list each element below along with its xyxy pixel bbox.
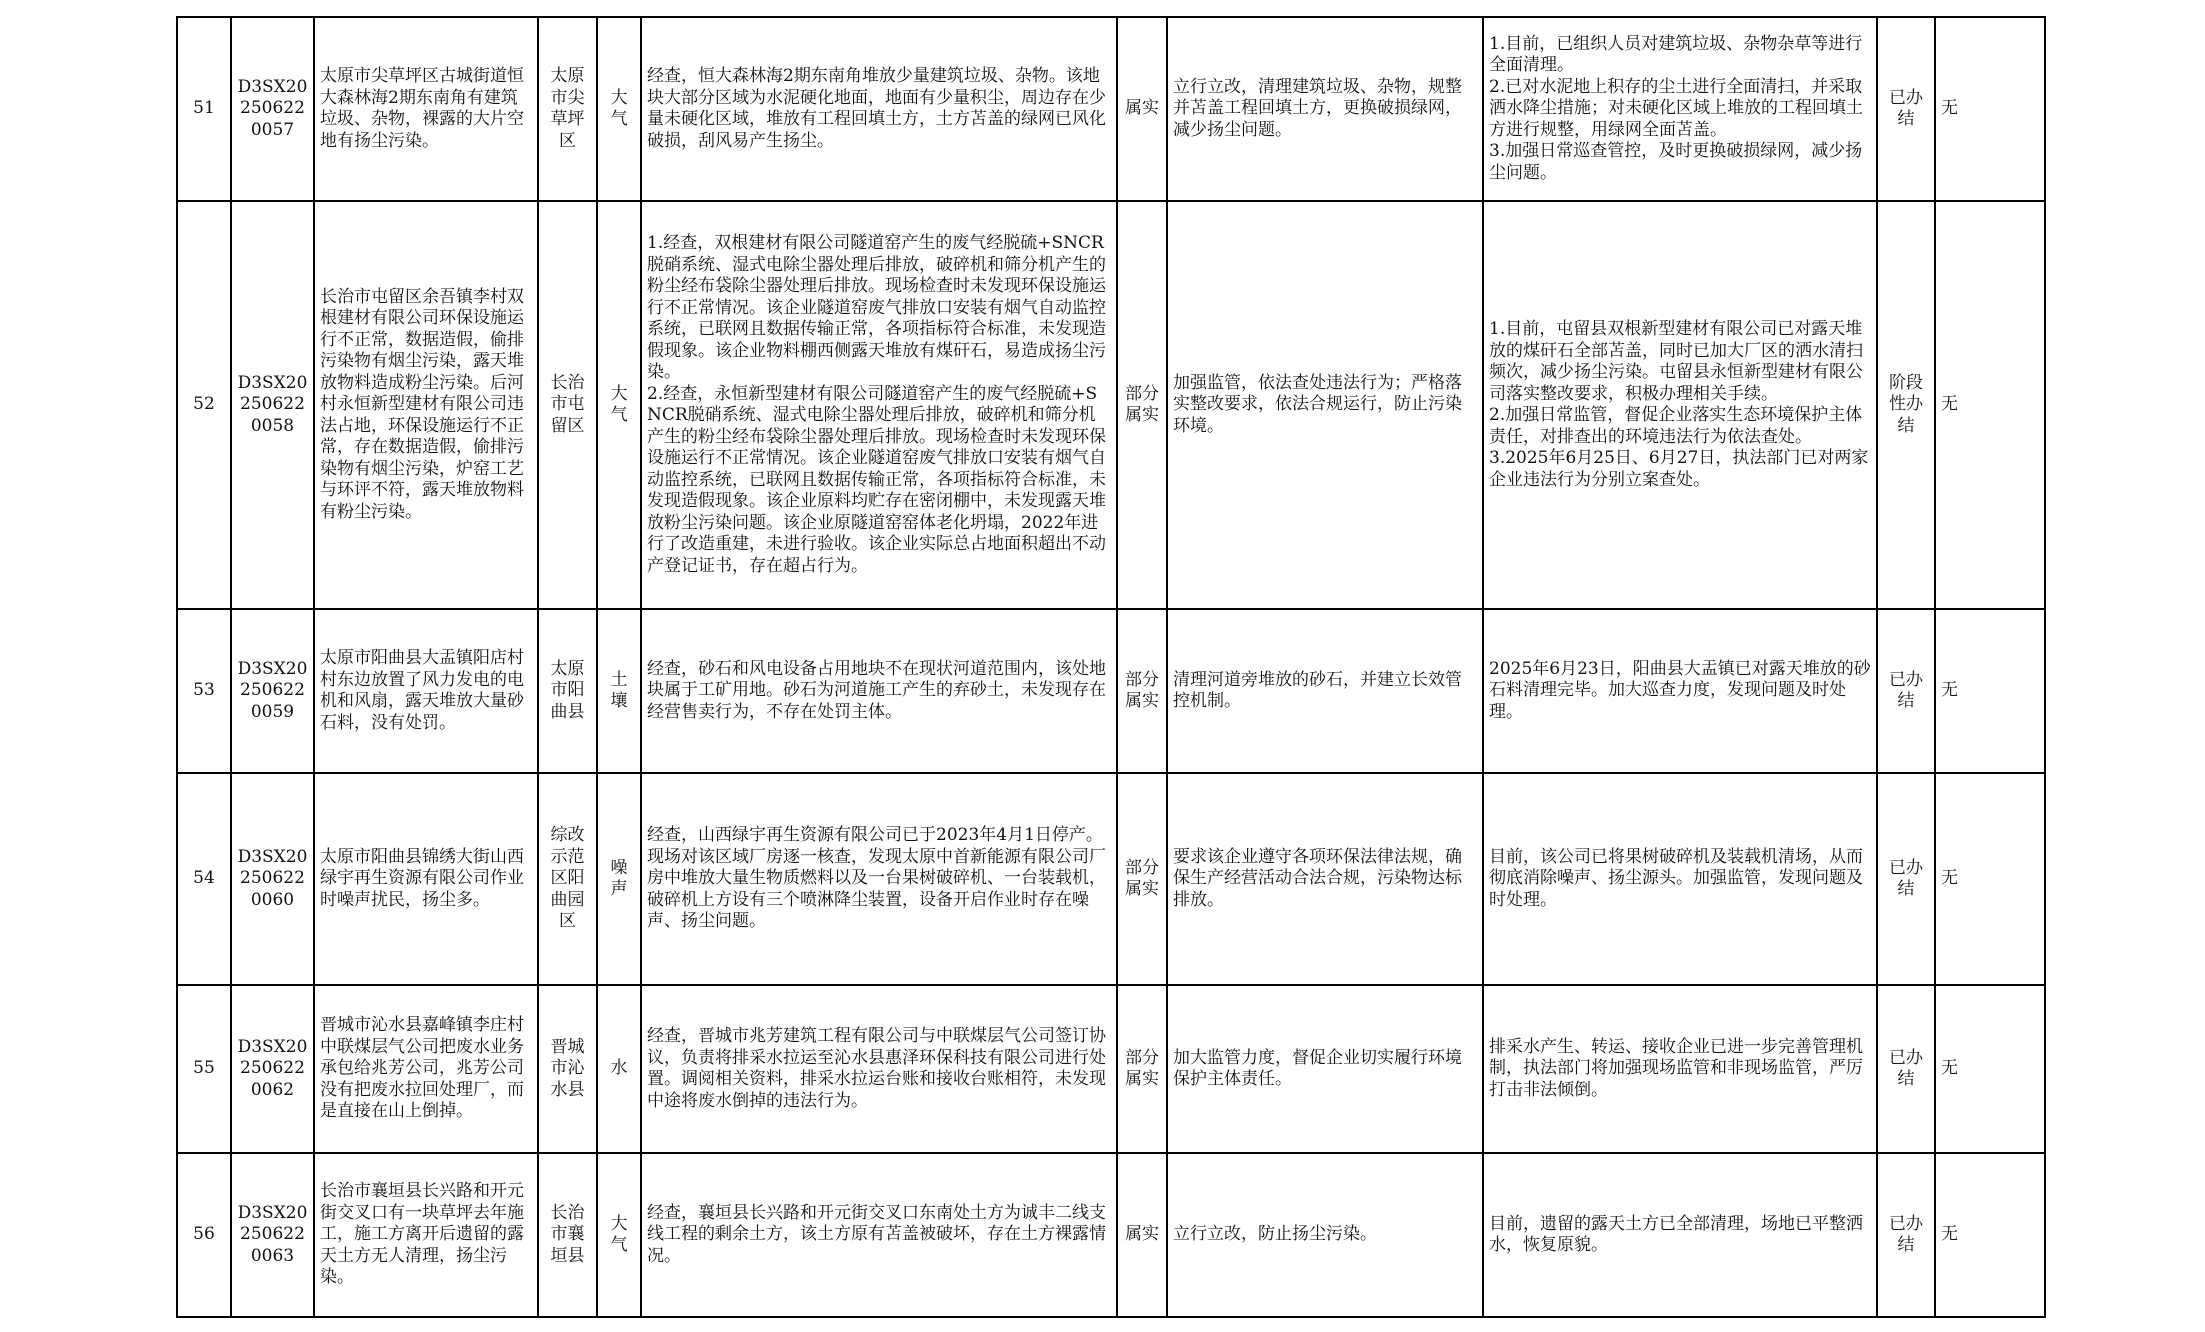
accountability: 无 [1935, 201, 2045, 609]
pollution-type: 土壤 [597, 609, 641, 773]
completion-status: 已办结 [1877, 609, 1935, 773]
completion-status: 已办结 [1877, 773, 1935, 985]
accountability: 无 [1935, 17, 2045, 201]
row-number: 56 [177, 1153, 231, 1317]
completion-status: 已办结 [1877, 17, 1935, 201]
row-number: 51 [177, 17, 231, 201]
verification-result: 属实 [1117, 17, 1167, 201]
completion-status: 已办结 [1877, 1153, 1935, 1317]
table-row [177, 201, 2045, 609]
verification-result: 部分属实 [1117, 609, 1167, 773]
case-code: D3SX202506220060 [231, 773, 314, 985]
pollution-type: 水 [597, 985, 641, 1153]
accountability: 无 [1935, 985, 2045, 1153]
pollution-type: 大气 [597, 17, 641, 201]
pollution-type: 大气 [597, 1153, 641, 1317]
verification-result: 部分属实 [1117, 773, 1167, 985]
rectification-result: 排采水产生、转运、接收企业已进一步完善管理机制，执法部门将加强现场监管和非现场监管，严厉打击非法倾倒。 [1483, 985, 1877, 1153]
case-code: D3SX202506220057 [231, 17, 314, 201]
completion-status: 阶段性办结 [1877, 201, 1935, 609]
administrative-area: 太原市尖草坪区 [538, 17, 597, 201]
complaint-content: 太原市阳曲县大盂镇阳店村村东边放置了风力发电的电机和风扇，露天堆放大量砂石料，没有处罚。 [314, 609, 538, 773]
table-row [177, 773, 2045, 985]
rectification-result: 2025年6月23日，阳曲县大盂镇已对露天堆放的砂石料清理完毕。加大巡查力度，发现问题及时处理。 [1483, 609, 1877, 773]
administrative-area: 晋城市沁水县 [538, 985, 597, 1153]
investigation-findings: 经查，晋城市兆芳建筑工程有限公司与中联煤层气公司签订协议，负责将排采水拉运至沁水县惠泽环保科技有限公司进行处置。调阅相关资料，排采水拉运台账和接收台账相符，未发现中途将废水倒掉的违法行为。 [641, 985, 1117, 1153]
administrative-area: 综改示范区阳曲园区 [538, 773, 597, 985]
row-number: 54 [177, 773, 231, 985]
rectification-result: 1.目前，已组织人员对建筑垃圾、杂物杂草等进行全面清理。 2.已对水泥地上积存的尘土进行全面清扫，并采取洒水降尘措施；对未硬化区域上堆放的工程回填土方进行规整，用绿网全面苫盖。 3.加强日常巡查管控，及时更换破损绿网，减少扬尘问题。 [1483, 17, 1877, 201]
rectification-result: 目前，该公司已将果树破碎机及装载机清场，从而彻底消除噪声、扬尘源头。加强监管，发现问题及时处理。 [1483, 773, 1877, 985]
handling-measures: 要求该企业遵守各项环保法律法规，确保生产经营活动合法合规，污染物达标排放。 [1167, 773, 1483, 985]
pollution-type: 大气 [597, 201, 641, 609]
verification-result: 属实 [1117, 1153, 1167, 1317]
case-code: D3SX202506220059 [231, 609, 314, 773]
case-code: D3SX202506220063 [231, 1153, 314, 1317]
investigation-findings: 经查，山西绿宇再生资源有限公司已于2023年4月1日停产。现场对该区域厂房逐一核查，发现太原中首新能源有限公司厂房中堆放大量生物质燃料以及一台果树破碎机、一台装载机，破碎机上方设有三个喷淋降尘装置，设备开启作业时存在噪声、扬尘问题。 [641, 773, 1117, 985]
administrative-area: 长治市襄垣县 [538, 1153, 597, 1317]
investigation-findings: 1.经查，双根建材有限公司隧道窑产生的废气经脱硫+SNCR脱硝系统、湿式电除尘器处理后排放，破碎机和筛分机产生的粉尘经布袋除尘器处理后排放。现场检查时未发现环保设施运行不正常情况。该企业隧道窑废气排放口安装有烟气自动监控系统，已联网且数据传输正常，各项指标符合标准，未发现造假现象。该企业物料棚西侧露天堆放有煤矸石，易造成扬尘污染。 2.经查，永恒新型建材有限公司隧道窑产生的废气经脱硫+SNCR脱硝系统、湿式电除尘器处理后排放，破碎机和筛分机产生的粉尘经布袋除尘器处理后排放。现场检查时未发现环保设施运行不正常情况。该企业隧道窑废气排放口安装有烟气自动监控系统，已联网且数据传输正常，各项指标符合标准，未发现造假现象。该企业原料均贮存在密闭棚中，未发现露天堆放粉尘污染问题。该企业原隧道窑窑体老化坍塌，2022年进行了改造重建，未进行验收。该企业实际总占地面积超出不动产登记证书，存在超占行为。 [641, 201, 1117, 609]
complaint-content: 太原市阳曲县锦绣大街山西绿宇再生资源有限公司作业时噪声扰民，扬尘多。 [314, 773, 538, 985]
complaint-content: 晋城市沁水县嘉峰镇李庄村中联煤层气公司把废水业务承包给兆芳公司，兆芳公司没有把废水拉回处理厂，而是直接在山上倒掉。 [314, 985, 538, 1153]
complaint-content: 长治市屯留区余吾镇李村双根建材有限公司环保设施运行不正常，数据造假，偷排污染物有烟尘污染，露天堆放物料造成粉尘污染。后河村永恒新型建材有限公司违法占地，环保设施运行不正常，存在数据造假，偷排污染物有烟尘污染，炉窑工艺与环评不符，露天堆放物料有粉尘污染。 [314, 201, 538, 609]
verification-result: 部分属实 [1117, 985, 1167, 1153]
rectification-result: 目前，遗留的露天土方已全部清理，场地已平整洒水，恢复原貌。 [1483, 1153, 1877, 1317]
complaint-content: 太原市尖草坪区古城街道恒大森林海2期东南角有建筑垃圾、杂物，裸露的大片空地有扬尘污染。 [314, 17, 538, 201]
investigation-findings: 经查，襄垣县长兴路和开元街交叉口东南处土方为诚丰二线支线工程的剩余土方，该土方原有苫盖被破坏，存在土方裸露情况。 [641, 1153, 1117, 1317]
handling-measures: 加强监管，依法查处违法行为；严格落实整改要求，依法合规运行，防止污染环境。 [1167, 201, 1483, 609]
case-code: D3SX202506220062 [231, 985, 314, 1153]
administrative-area: 长治市屯留区 [538, 201, 597, 609]
handling-measures: 立行立改，清理建筑垃圾、杂物，规整并苫盖工程回填土方，更换破损绿网，减少扬尘问题。 [1167, 17, 1483, 201]
row-number: 55 [177, 985, 231, 1153]
complaint-table [176, 16, 2046, 1318]
table-row [177, 609, 2045, 773]
verification-result: 部分属实 [1117, 201, 1167, 609]
accountability: 无 [1935, 609, 2045, 773]
administrative-area: 太原市阳曲县 [538, 609, 597, 773]
case-code: D3SX202506220058 [231, 201, 314, 609]
completion-status: 已办结 [1877, 985, 1935, 1153]
rectification-result: 1.目前，屯留县双根新型建材有限公司已对露天堆放的煤矸石全部苫盖，同时已加大厂区的洒水清扫频次，减少扬尘污染。屯留县永恒新型建材有限公司落实整改要求，积极办理相关手续。 2.加强日常监管，督促企业落实生态环境保护主体责任，对排查出的环境违法行为依法查处。 3.2025年6月25日、6月27日，执法部门已对两家企业违法行为分别立案查处。 [1483, 201, 1877, 609]
complaint-content: 长治市襄垣县长兴路和开元街交叉口有一块草坪去年施工，施工方离开后遗留的露天土方无人清理，扬尘污染。 [314, 1153, 538, 1317]
handling-measures: 清理河道旁堆放的砂石，并建立长效管控机制。 [1167, 609, 1483, 773]
table-row [177, 17, 2045, 201]
accountability: 无 [1935, 773, 2045, 985]
investigation-findings: 经查，恒大森林海2期东南角堆放少量建筑垃圾、杂物。该地块大部分区域为水泥硬化地面，地面有少量积尘，周边存在少量未硬化区域，堆放有工程回填土方，土方苫盖的绿网已风化破损，刮风易产生扬尘。 [641, 17, 1117, 201]
row-number: 53 [177, 609, 231, 773]
handling-measures: 加大监管力度，督促企业切实履行环境保护主体责任。 [1167, 985, 1483, 1153]
handling-measures: 立行立改，防止扬尘污染。 [1167, 1153, 1483, 1317]
investigation-findings: 经查，砂石和风电设备占用地块不在现状河道范围内，该处地块属于工矿用地。砂石为河道施工产生的弃砂土，未发现存在经营售卖行为，不存在处罚主体。 [641, 609, 1117, 773]
accountability: 无 [1935, 1153, 2045, 1317]
row-number: 52 [177, 201, 231, 609]
table-row [177, 985, 2045, 1153]
table-row [177, 1153, 2045, 1317]
pollution-type: 噪声 [597, 773, 641, 985]
